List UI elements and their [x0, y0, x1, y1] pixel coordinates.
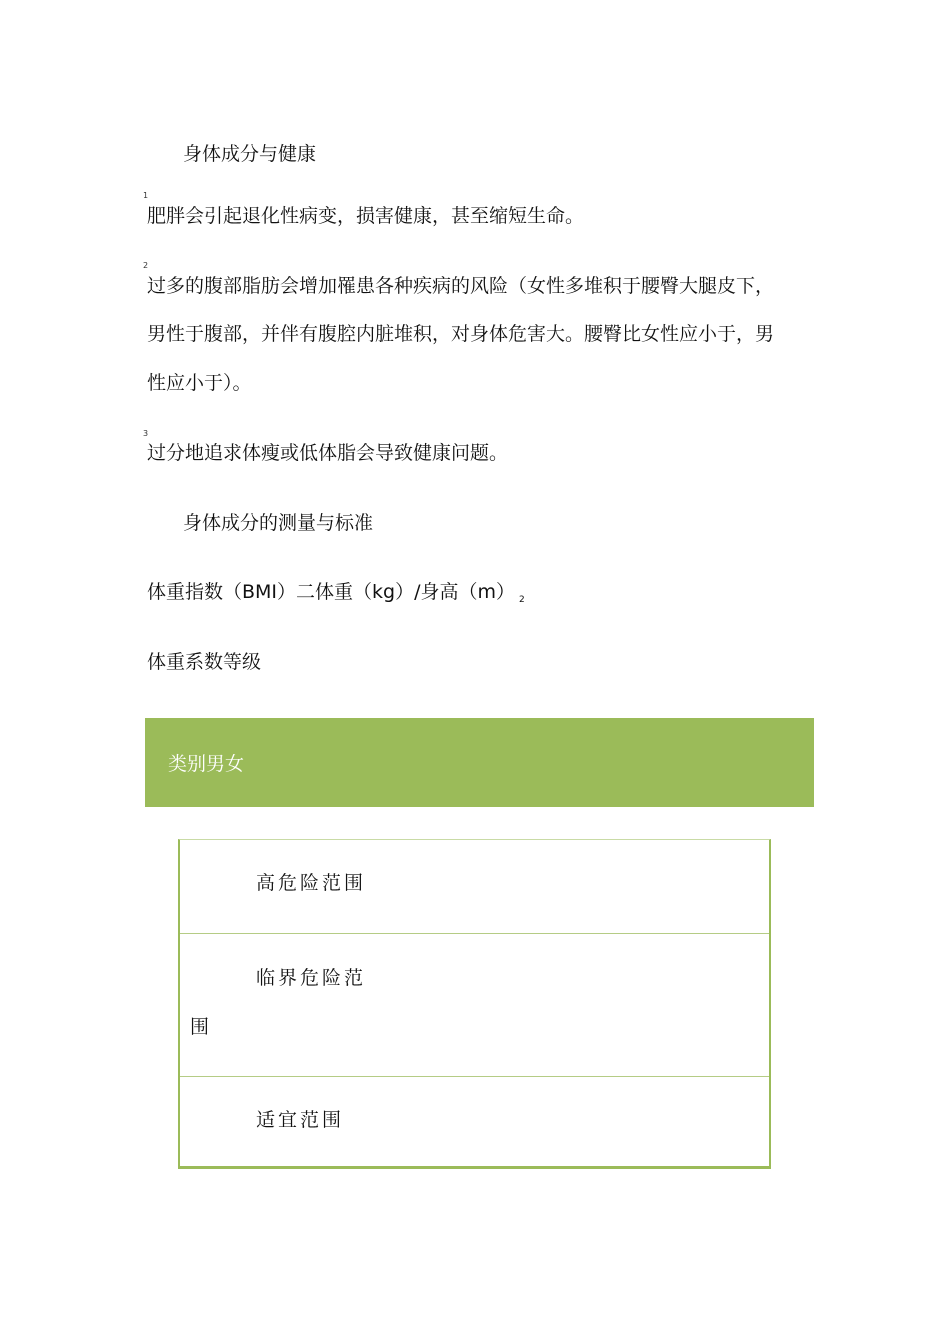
list-marker-1: 1 — [143, 191, 149, 200]
row-divider-1 — [180, 933, 769, 934]
list-marker-2: 2 — [143, 261, 149, 270]
bmi-formula-text: 体重指数（BMI）二体重（kg）/身高（m） — [147, 581, 516, 603]
point-2-line-2: 男性于腹部，并伴有腹腔内脏堆积，对身体危害大。腰臀比女性应小于，男 — [147, 323, 775, 345]
row-high-risk-label: 高危险范围 — [256, 872, 367, 894]
bmi-formula-exponent: 2 — [519, 595, 525, 605]
bmi-formula — [147, 580, 525, 612]
weight-grade-table — [178, 839, 771, 1169]
section-title-measurement: 身体成分的测量与标准 — [183, 512, 374, 534]
point-1-line-1: 肥胖会引起退化性病变，损害健康，甚至缩短生命。 — [147, 205, 585, 227]
row-suitable-label: 适宜范围 — [256, 1109, 345, 1131]
row-borderline-label-part1: 临界危险范 — [256, 967, 367, 989]
section-title-body-composition: 身体成分与健康 — [183, 143, 317, 165]
point-3-line-1: 过分地追求体瘦或低体脂会导致健康问题。 — [147, 442, 509, 464]
point-2-line-3: 性应小于）。 — [147, 372, 252, 394]
weight-grade-title: 体重系数等级 — [147, 651, 262, 673]
table-header-bar — [145, 718, 814, 807]
row-divider-2 — [180, 1076, 769, 1077]
table-header-label: 类别男女 — [168, 753, 245, 775]
point-2-line-1: 过多的腹部脂肪会增加罹患各种疾病的风险（女性多堆积于腰臀大腿皮下， — [147, 275, 775, 297]
list-marker-3: 3 — [143, 429, 149, 438]
row-borderline-label-part2: 围 — [190, 1016, 213, 1038]
